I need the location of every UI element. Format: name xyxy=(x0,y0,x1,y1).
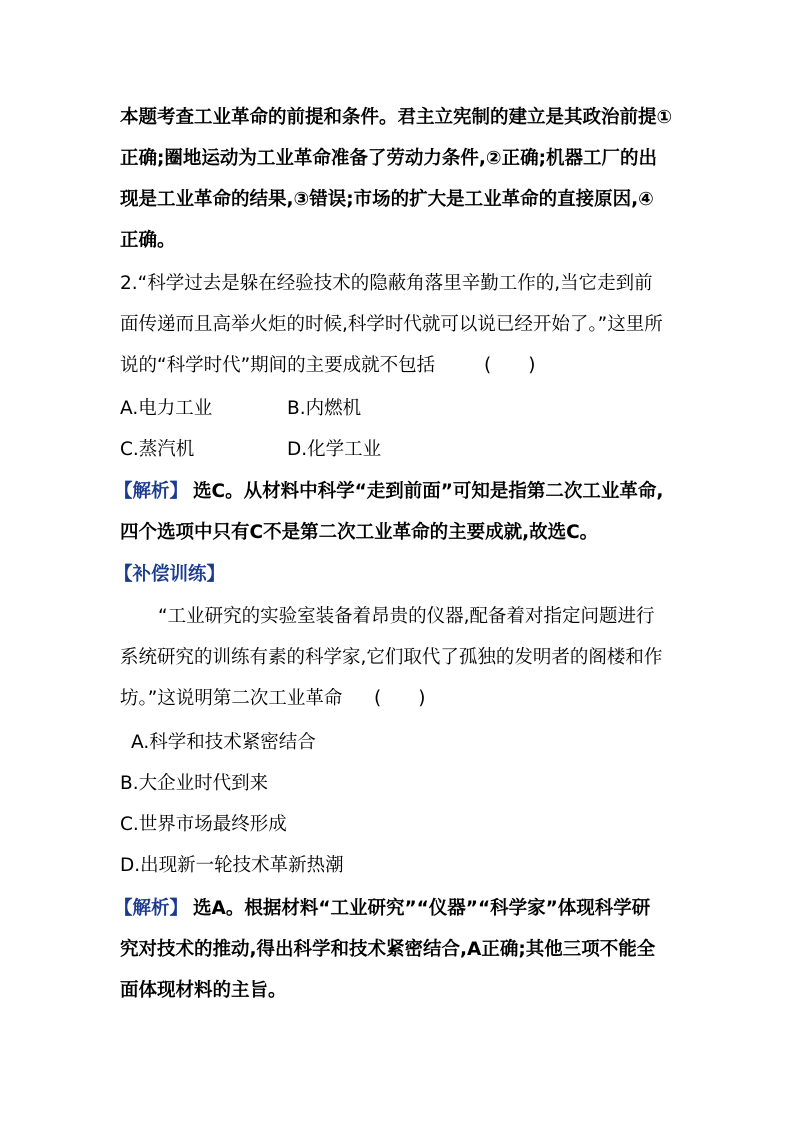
supplement-stem-line-3: 坊。”这说明第二次工业革命 xyxy=(120,688,343,709)
q1-explanation-line-3: 现是工业革命的结果,③错误;市场的扩大是工业革命的直接原因,④ xyxy=(120,189,654,210)
supplement-analysis-tag: 【解析】 xyxy=(114,898,189,919)
q1-explanation-line-4: 正确。 xyxy=(120,230,176,251)
q2-option-a: A.电力工业 xyxy=(120,398,213,419)
supplement-option-c: C.世界市场最终形成 xyxy=(120,814,287,835)
supplement-option-b: B.大企业时代到来 xyxy=(120,773,269,794)
q2-stem-line-3: 说的“科学时代”期间的主要成就不包括 xyxy=(120,355,436,376)
q1-explanation-line-1: 本题考查工业革命的前提和条件。君主立宪制的建立是其政治前提① xyxy=(120,107,673,128)
q2-stem-line-2: 面传递而且高举火炬的时候,科学时代就可以说已经开始了。”这里所 xyxy=(120,314,663,335)
supplement-analysis-line-3: 面体现材料的主旨。 xyxy=(120,980,287,1001)
supplement-option-d: D.出现新一轮技术革新热潮 xyxy=(120,855,344,876)
q1-explanation-line-2: 正确;圈地运动为工业革命准备了劳动力条件,②正确;机器工厂的出 xyxy=(120,148,657,169)
q2-stem-line-1: 2.“科学过去是躲在经验技术的隐蔽角落里辛勤工作的,当它走到前 xyxy=(120,273,653,294)
supplement-tag: 【补偿训练】 xyxy=(114,564,226,585)
q2-option-d: D.化学工业 xyxy=(287,439,382,460)
supplement-analysis-line-1: 选A。根据材料“工业研究”“仪器”“科学家”体现科学研 xyxy=(193,898,651,919)
q2-option-c: C.蒸汽机 xyxy=(120,439,195,460)
q2-analysis-tag: 【解析】 xyxy=(114,481,189,502)
q2-option-b: B.内燃机 xyxy=(287,398,362,419)
supplement-analysis-line-2: 究对技术的推动,得出科学和技术紧密结合,A正确;其他三项不能全 xyxy=(120,939,656,960)
q2-analysis-line-1: 选C。从材料中科学“走到前面”可知是指第二次工业革命, xyxy=(193,481,664,502)
supplement-stem-line-1: “工业研究的实验室装备着昂贵的仪器,配备着对指定问题进行 xyxy=(158,606,655,627)
supplement-stem-line-2: 系统研究的训练有素的科学家,它们取代了孤独的发明者的阁楼和作 xyxy=(120,647,663,668)
q2-analysis-line-2: 四个选项中只有C不是第二次工业革命的主要成就,故选C。 xyxy=(120,522,599,543)
supplement-answer-parentheses: ( ) xyxy=(374,688,426,709)
supplement-option-a: A.科学和技术紧密结合 xyxy=(131,732,316,753)
q2-answer-parentheses: ( ) xyxy=(484,355,536,376)
